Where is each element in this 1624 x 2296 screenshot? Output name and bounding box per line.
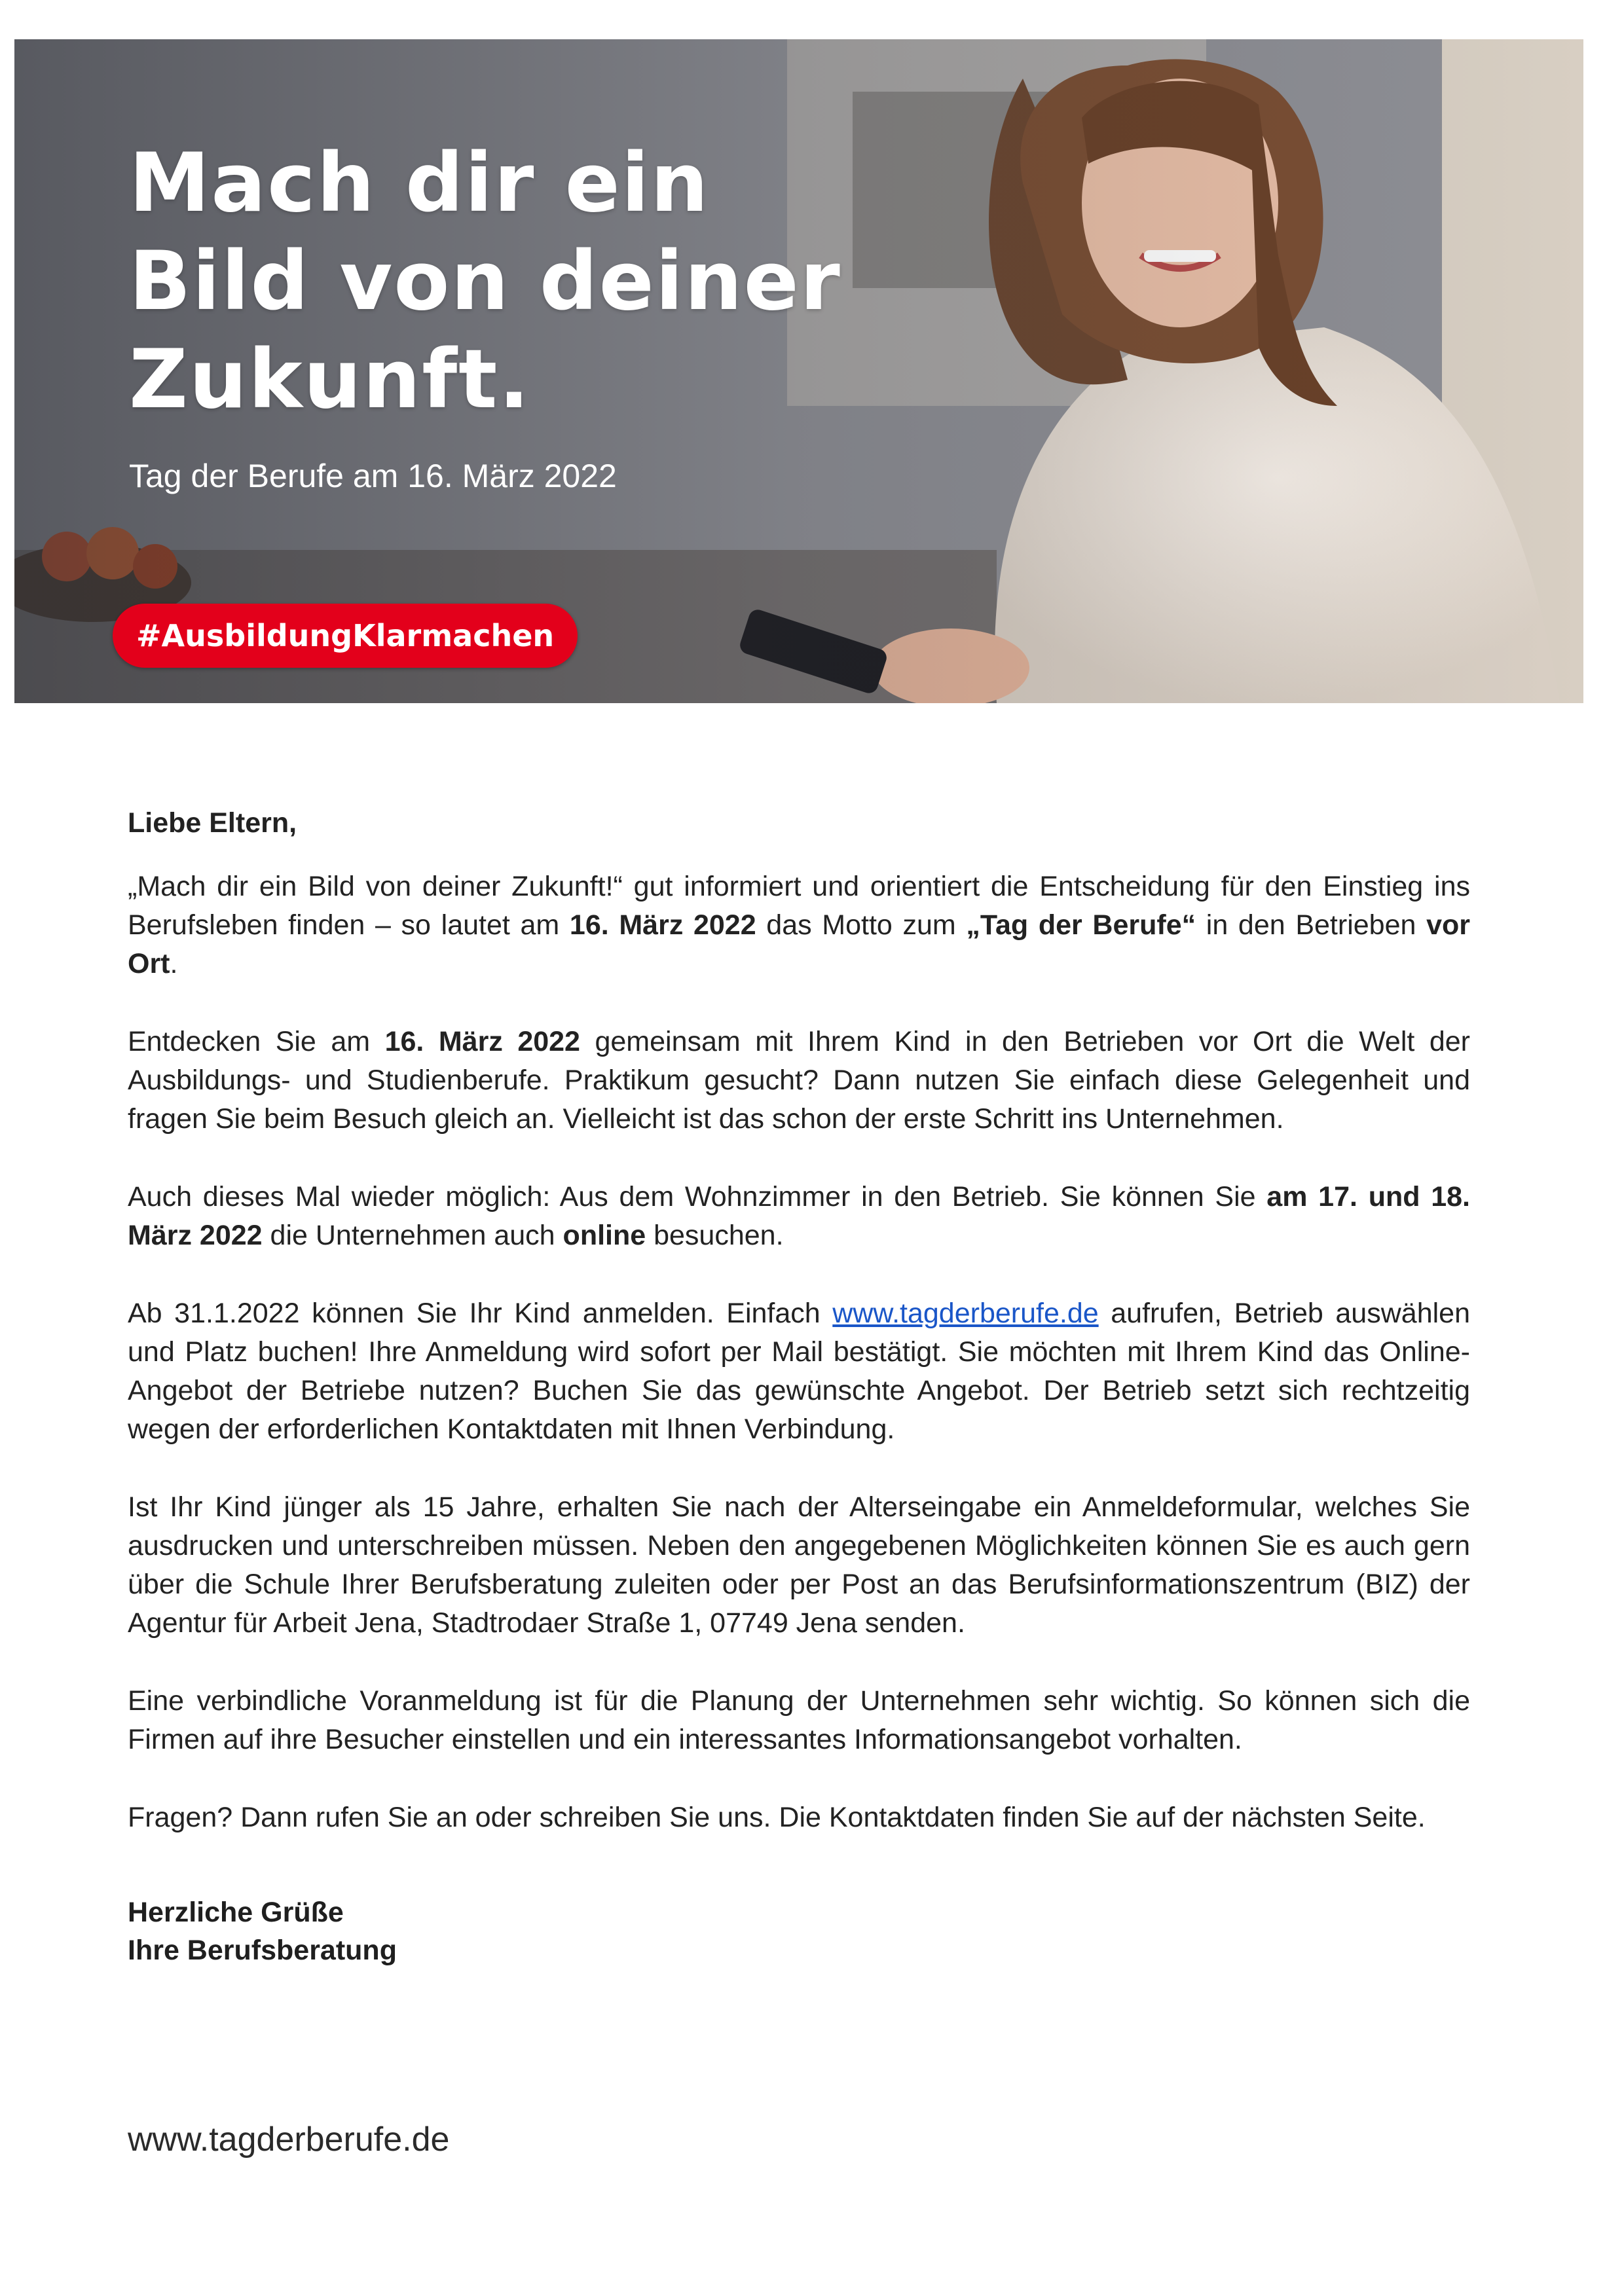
paragraph-5: Ist Ihr Kind jünger als 15 Jahre, erhalten Sie nach der Alterseingabe ein Anmeldeformular, welches Sie ausdrucken und unterschreiben müssen. Neben den angegebenen Möglichkeiten können Sie es auch gern über die Schule Ihrer Berufsberatung zuleiten oder per Post an das Berufsinformationszentrum (BIZ) der Agentur für Arbeit Jena, Stadtrodaer Straße 1, 07749 Jena senden. <box>128 1491 1470 1639</box>
p1-date: 16. März 2022 <box>569 909 756 941</box>
tagderberufe-link[interactable]: www.tagderberufe.de <box>832 1298 1099 1329</box>
p2-text-a: Entdecken Sie am <box>128 1026 385 1057</box>
hero-title-line-2: Bild von deiner <box>129 234 841 329</box>
paragraph-4 <box>128 1294 1470 1449</box>
paragraph-7: Fragen? Dann rufen Sie an oder schreiben Sie uns. Die Kontaktdaten finden Sie auf der nächsten Seite. <box>128 1802 1426 1833</box>
salutation: Liebe Eltern, <box>128 807 297 839</box>
p1-text-e: in den Betrieben <box>1196 909 1427 941</box>
hero-subtitle: Tag der Berufe am 16. März 2022 <box>129 458 617 494</box>
paragraph-6: Eine verbindliche Voranmeldung ist für die Planung der Unternehmen sehr wichtig. So können sich die Firmen auf ihre Besucher einstellen und ein interessantes Informationsangebot vorhalten. <box>128 1685 1470 1755</box>
p1-text-a: „Mach dir ein Bild von deiner Zukunft!“ gut informiert und orientiert die Entscheidung für den Einstieg ins Berufsleben finden – so lautet am <box>128 871 1470 941</box>
p1-vor-ort: vor Ort <box>128 909 1470 979</box>
p1-text-c: das Motto zum <box>756 909 967 941</box>
p2-date: 16. März 2022 <box>384 1026 580 1057</box>
p1-event-name: „Tag der Berufe“ <box>966 909 1196 941</box>
p3-online: online <box>563 1220 646 1251</box>
p3-dates: am 17. und 18. März 2022 <box>128 1181 1470 1251</box>
p4-text-b: aufrufen, Betrieb auswählen und Platz buchen! Ihre Anmeldung wird sofort per Mail bestätigt. Sie möchten mit Ihrem Kind das Online-Angebot der Betriebe nutzen? Buchen Sie das gewünschte Angebot. Der Betrieb setzt sich rechtzeitig wegen der erforderlichen Kontaktdaten mit Ihnen Verbindung. <box>128 1298 1470 1445</box>
hero-title <box>129 134 841 429</box>
paragraph-2 <box>128 1023 1470 1139</box>
paragraph-1 <box>128 867 1470 983</box>
hashtag-badge: #AusbildungKlarmachen <box>113 604 578 668</box>
p3-text-e: besuchen. <box>646 1220 784 1251</box>
hero-title-line-1: Mach dir ein <box>129 136 710 230</box>
p4-text-a: Ab 31.1.2022 können Sie Ihr Kind anmelden. Einfach <box>128 1298 833 1329</box>
p3-text-c: die Unternehmen auch <box>262 1220 563 1251</box>
p1-text-g: . <box>170 948 178 979</box>
closing-signature: Ihre Berufsberatung <box>128 1935 397 1966</box>
closing-greeting: Herzliche Grüße <box>128 1897 344 1928</box>
letter-body <box>128 804 1470 1876</box>
footer-url: www.tagderberufe.de <box>128 2121 450 2159</box>
p2-text-c: gemeinsam mit Ihrem Kind in den Betrieben vor Ort die Welt der Ausbildungs- und Studienberufe. Praktikum gesucht? Dann nutzen Sie einfach diese Gelegenheit und fragen Sie beim Besuch gleich an. Vielleicht ist das schon der erste Schritt ins Unternehmen. <box>128 1026 1470 1135</box>
closing <box>128 1893 397 1969</box>
p3-text-a: Auch dieses Mal wieder möglich: Aus dem Wohnzimmer in den Betrieb. Sie können Sie <box>128 1181 1267 1212</box>
paragraph-3 <box>128 1178 1470 1255</box>
hero-banner <box>14 39 1583 703</box>
hero-title-line-3: Zukunft. <box>129 333 531 427</box>
